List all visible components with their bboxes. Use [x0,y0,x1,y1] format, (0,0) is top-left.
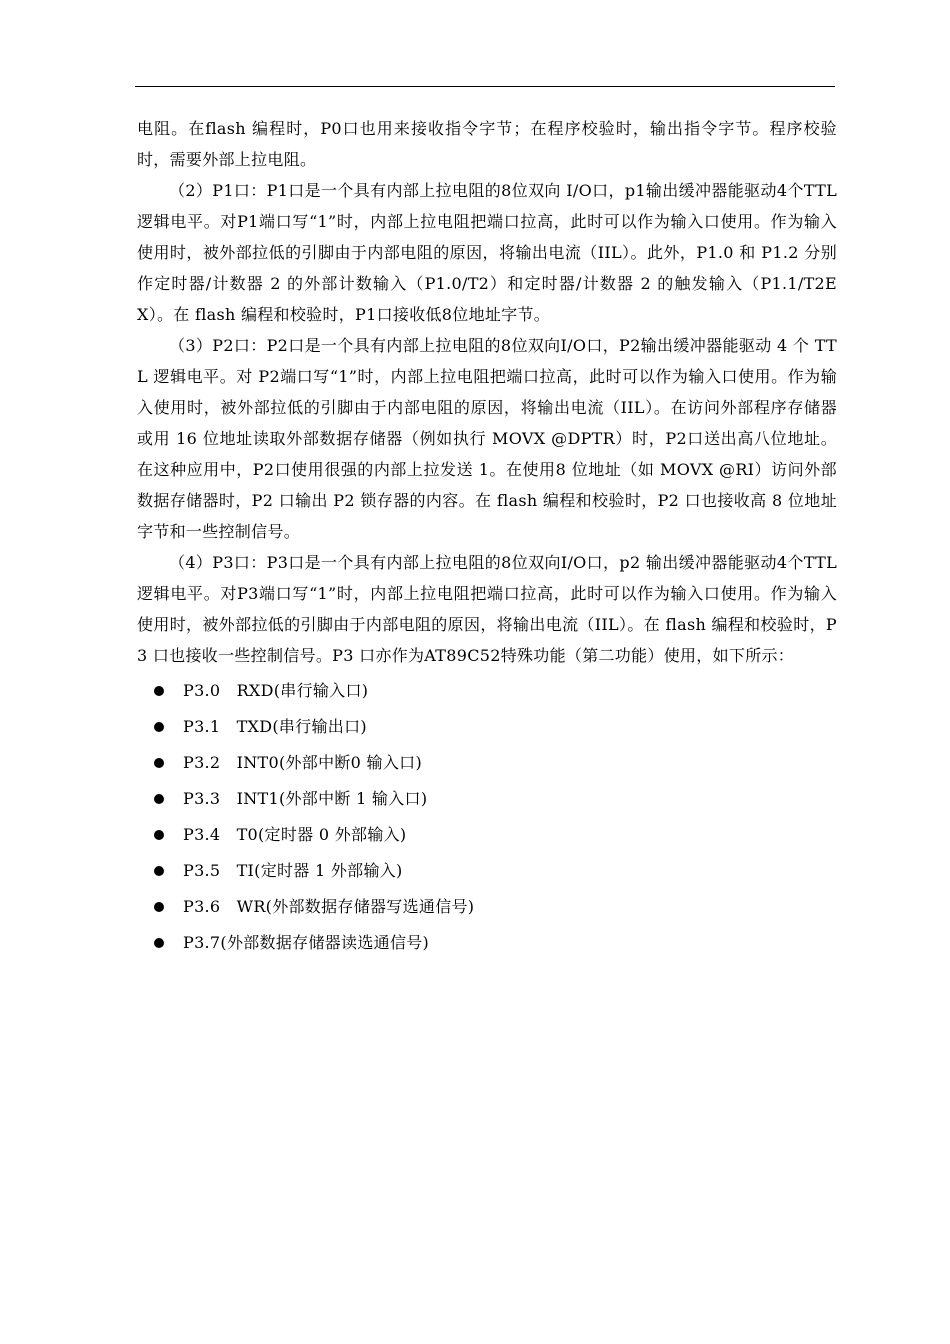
list-item [137,709,837,745]
bullet-dot-icon [154,866,164,876]
list-item-text: P3.4 T0(定时器 0 外部输入) [183,825,407,844]
bullet-dot-icon [154,794,164,804]
list-item [137,745,837,781]
paragraph-p1-port: （2）P1口：P1口是一个具有内部上拉电阻的8位双向 I/O口，p1输出缓冲器能驱动4个TTL 逻辑电平。对P1端口写“1”时，内部上拉电阻把端口拉高，此时可以作为输入口使用。作为输入使用时，被外部拉低的引脚由于内部电阻的原因，将输出电流（IIL）。此外，P1.0 和 P1.2 分别作定时器/计数器 2 的外部计数输入（P1.0/T2）和定时器/计数器 2 的触发输入（P1.1/T2EX）。在 flash 编程和校验时，P1口接收低8位地址字节。 [137,181,837,324]
list-item-text: P3.7(外部数据存储器读选通信号) [183,933,430,952]
list-item [137,817,837,853]
bullet-dot-icon [154,938,164,948]
bullet-dot-icon [154,758,164,768]
list-item [137,925,837,961]
list-item [137,673,837,709]
list-item [137,853,837,889]
paragraph-p2-port: （3）P2口：P2口是一个具有内部上拉电阻的8位双向I/O口，P2输出缓冲器能驱动 4 个 TTL 逻辑电平。对 P2端口写“1”时，内部上拉电阻把端口拉高，此时可以作为输入口使用。作为输入使用时，被外部拉低的引脚由于内部电阻的原因，将输出电流（IIL）。在访问外部程序存储器或用 16 位地址读取外部数据存储器（例如执行 MOVX @DPTR）时，P2口送出高八位地址。在这种应用中，P2口使用很强的内部上拉发送 1。在使用8 位地址（如 MOVX @RI）访问外部数据存储器时，P2 口输出 P2 锁存器的内容。在 flash 编程和校验时，P2 口也接收高 8 位地址字节和一些控制信号。 [137,336,837,541]
bullet-dot-icon [154,686,164,696]
list-item-text: P3.0 RXD(串行输入口) [183,681,369,700]
list-item-text: P3.2 INT0(外部中断0 输入口) [183,753,422,772]
list-item-text: P3.6 WR(外部数据存储器写选通信号) [183,897,475,916]
header-rule [135,86,835,87]
paragraph-p0-continuation: 电阻。在flash 编程时，P0口也用来接收指令字节；在程序校验时，输出指令字节。程序校验时，需要外部上拉电阻。 [137,119,837,169]
paragraph-p3-port: （4）P3口：P3口是一个具有内部上拉电阻的8位双向I/O口，p2 输出缓冲器能驱动4个TTL逻辑电平。对P3端口写“1”时，内部上拉电阻把端口拉高，此时可以作为输入口使用。作为输入使用时，被外部拉低的引脚由于内部电阻的原因，将输出电流（IIL）。在 flash 编程和校验时，P3 口也接收一些控制信号。P3 口亦作为AT89C52特殊功能（第二功能）使用，如下所示： [137,553,837,665]
list-item-text: P3.3 INT1(外部中断 1 输入口) [183,789,428,808]
list-item-text: P3.5 TI(定时器 1 外部输入) [183,861,403,880]
bullet-dot-icon [154,902,164,912]
document-body [137,113,837,961]
bullet-dot-icon [154,830,164,840]
list-item [137,781,837,817]
list-item-text: P3.1 TXD(串行输出口) [183,717,367,736]
list-item [137,889,837,925]
bullet-dot-icon [154,722,164,732]
p3-function-list [137,673,837,961]
